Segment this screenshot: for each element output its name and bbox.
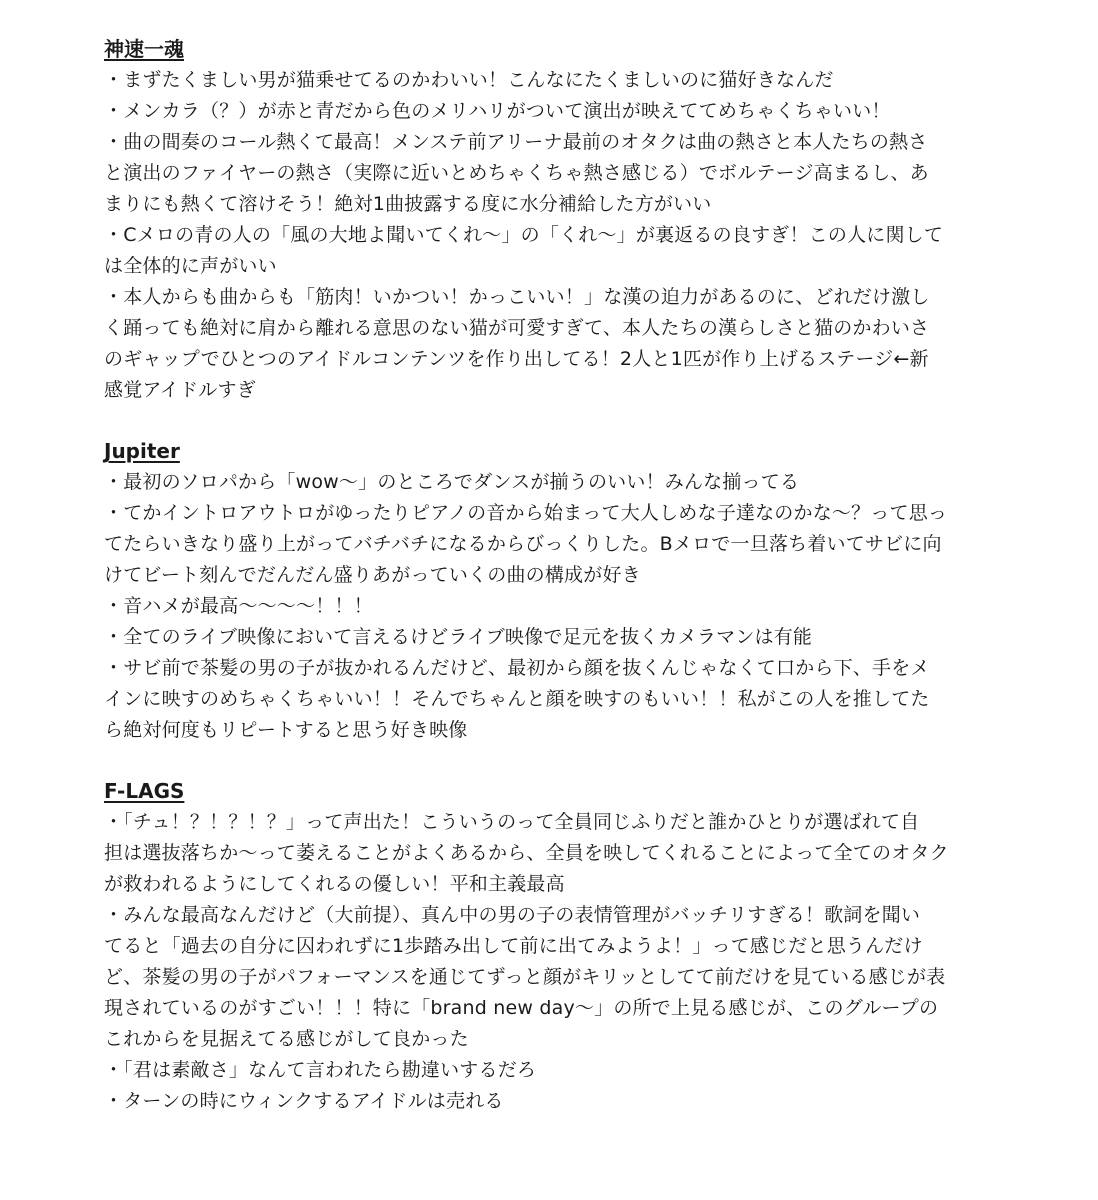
text-line: く踊っても絶対に肩から離れる意思のない猫が可愛すぎて、本人たちの漢らしさと猫のかわいさ	[104, 317, 930, 339]
text-line: と演出のファイヤーの熱さ（実際に近いとめちゃくちゃ熱さ感じる）でボルテージ高まるし、あ	[104, 162, 929, 184]
text-line: ・Cメロの青の人の「風の大地よ聞いてくれ〜」の「くれ〜」が裏返るの良すぎ！この人に関して	[104, 224, 944, 246]
text-line: てると「過去の自分に囚われずに1歩踏み出して前に出てみようよ！」って感じだと思うんだけ	[104, 935, 923, 957]
text-line: ・全てのライブ映像において言えるけどライブ映像で足元を抜くカメラマンは有能	[104, 626, 813, 648]
text-line: まりにも熱くて溶けそう！絶対1曲披露する度に水分補給した方がいい	[104, 193, 712, 215]
text-line: ・みんな最高なんだけど（大前提）、真ん中の男の子の表情管理がバッチリすぎる！歌詞を聞い	[104, 904, 921, 926]
text-line: これからを見据えてる感じがして良かった	[104, 1028, 469, 1050]
text-line: が救われるようにしてくれるの優しい！平和主義最高	[104, 873, 565, 895]
text-line: ・てかイントロアウトロがゆったりピアノの音から始まって大人しめな子達なのかな〜？って思っ	[104, 502, 948, 524]
text-line: インに映すのめちゃくちゃいい！！そんでちゃんと顔を映すのもいい！！私がこの人を推してた	[104, 688, 930, 710]
section-heading: 神速一魂	[104, 37, 184, 61]
text-line: ・メンカラ（？）が赤と青だから色のメリハリがついて演出が映えててめちゃくちゃいい！	[104, 100, 891, 122]
text-line: ら絶対何度もリピートすると思う好き映像	[104, 719, 468, 741]
text-line: ・曲の間奏のコール熱くて最高！メンステ前アリーナ最前のオタクは曲の熱さと本人たちの熱さ	[104, 131, 928, 153]
section-f-lags	[104, 776, 1058, 1117]
text-line: ・ターンの時にウィンクするアイドルは売れる	[104, 1090, 504, 1112]
text-line: てたらいきなり盛り上がってバチバチになるからびっくりした。Bメロで一旦落ち着いてサビに向	[104, 533, 942, 555]
text-line: 感覚アイドルすぎ	[104, 379, 256, 401]
section-heading: F-LAGS	[104, 779, 185, 803]
text-line: けてビート刻んでだんだん盛りあがっていくの曲の構成が好き	[104, 564, 641, 586]
text-line: 担は選抜落ちか〜って萎えることがよくあるから、全員を映してくれることによって全てのオタク	[104, 842, 949, 864]
section-jupiter	[104, 436, 1058, 746]
text-line: 現されているのがすごい！！！特に「brand new day〜」の所で上見る感じが、このグループの	[104, 997, 939, 1019]
text-line: のギャップでひとつのアイドルコンテンツを作り出してる！2人と1匹が作り上げるステージ←新	[104, 348, 929, 370]
text-line: ど、茶髪の男の子がパフォーマンスを通じてずっと顔がキリッとしてて前だけを見ている感じが表	[104, 966, 946, 988]
text-line: は全体的に声がいい	[104, 255, 277, 277]
text-line: ・サビ前で茶髪の男の子が抜かれるんだけど、最初から顔を抜くんじゃなくて口から下、手をメ	[104, 657, 930, 679]
text-line: ・まずたくましい男が猫乗せてるのかわいい！こんなにたくましいのに猫好きなんだ	[104, 69, 834, 91]
section-shinsoku-ikkon	[104, 34, 1058, 406]
text-line: ・音ハメが最高〜〜〜〜！！！	[104, 595, 373, 617]
text-line: ・「君は素敵さ」なんて言われたら勘違いするだろ	[104, 1059, 537, 1081]
text-line: ・本人からも曲からも「筋肉！いかつい！かっこいい！」な漢の迫力があるのに、どれだけ激し	[104, 286, 930, 308]
text-line: ・「チュ！？！？！？」って声出た！こういうのって全員同じふりだと誰かひとりが選ばれて自	[104, 811, 920, 833]
text-line: ・最初のソロパから「wow〜」のところでダンスが揃うのいい！みんな揃ってる	[104, 471, 800, 493]
section-heading: Jupiter	[104, 439, 180, 463]
